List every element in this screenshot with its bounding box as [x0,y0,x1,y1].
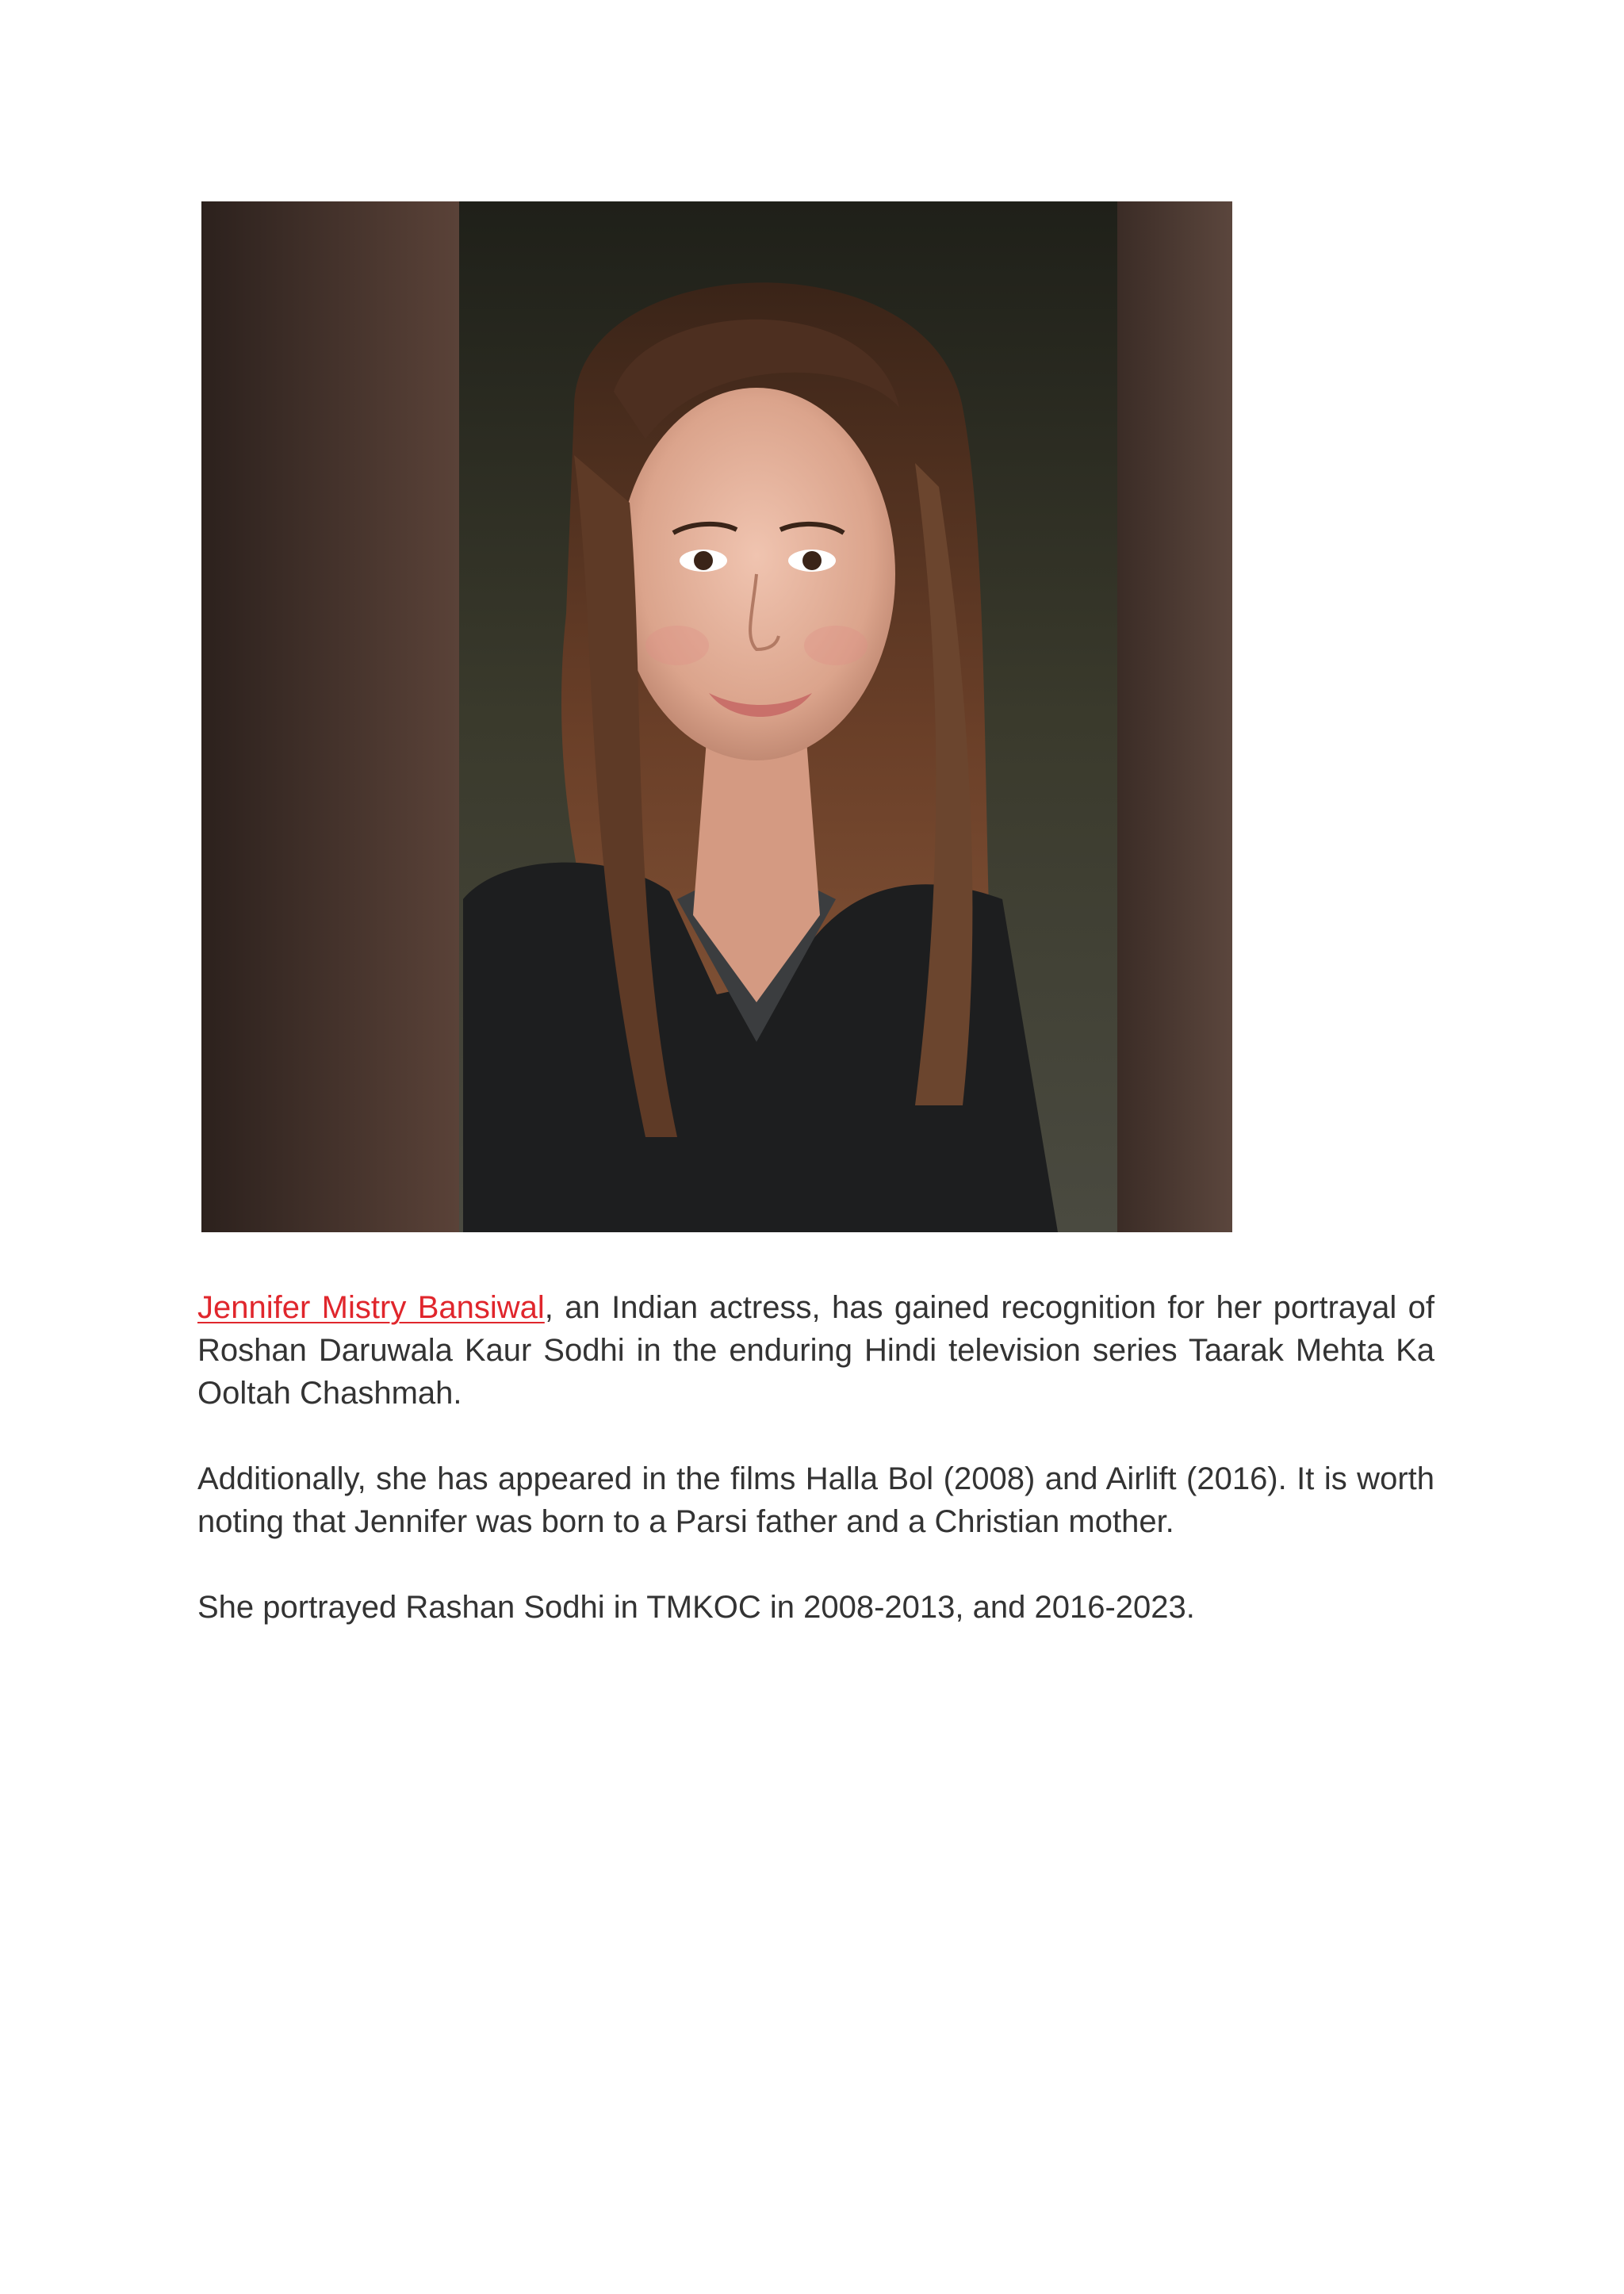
portrait-illustration [201,201,1232,1232]
article-body [197,1286,1434,1672]
portrait-photo [201,201,1232,1232]
films-paragraph: Additionally, she has appeared in the films Halla Bol (2008) and Airlift (2016). It is worth noting that Jennifer was born to a Parsi father and a Christian mother. [197,1461,1434,1539]
intro-paragraph [197,1286,1434,1415]
tmkoc-paragraph: She portrayed Rashan Sodhi in TMKOC in 2008-2013, and 2016-2023. [197,1590,1195,1625]
actress-name-link[interactable]: Jennifer Mistry Bansiwal [197,1290,545,1325]
intro-text: , an Indian actress, has gained recognition for her portrayal of Roshan Daruwala Kaur Sodhi in the enduring Hindi television series Taarak Mehta Ka Ooltah Chashmah. [197,1290,1435,1411]
